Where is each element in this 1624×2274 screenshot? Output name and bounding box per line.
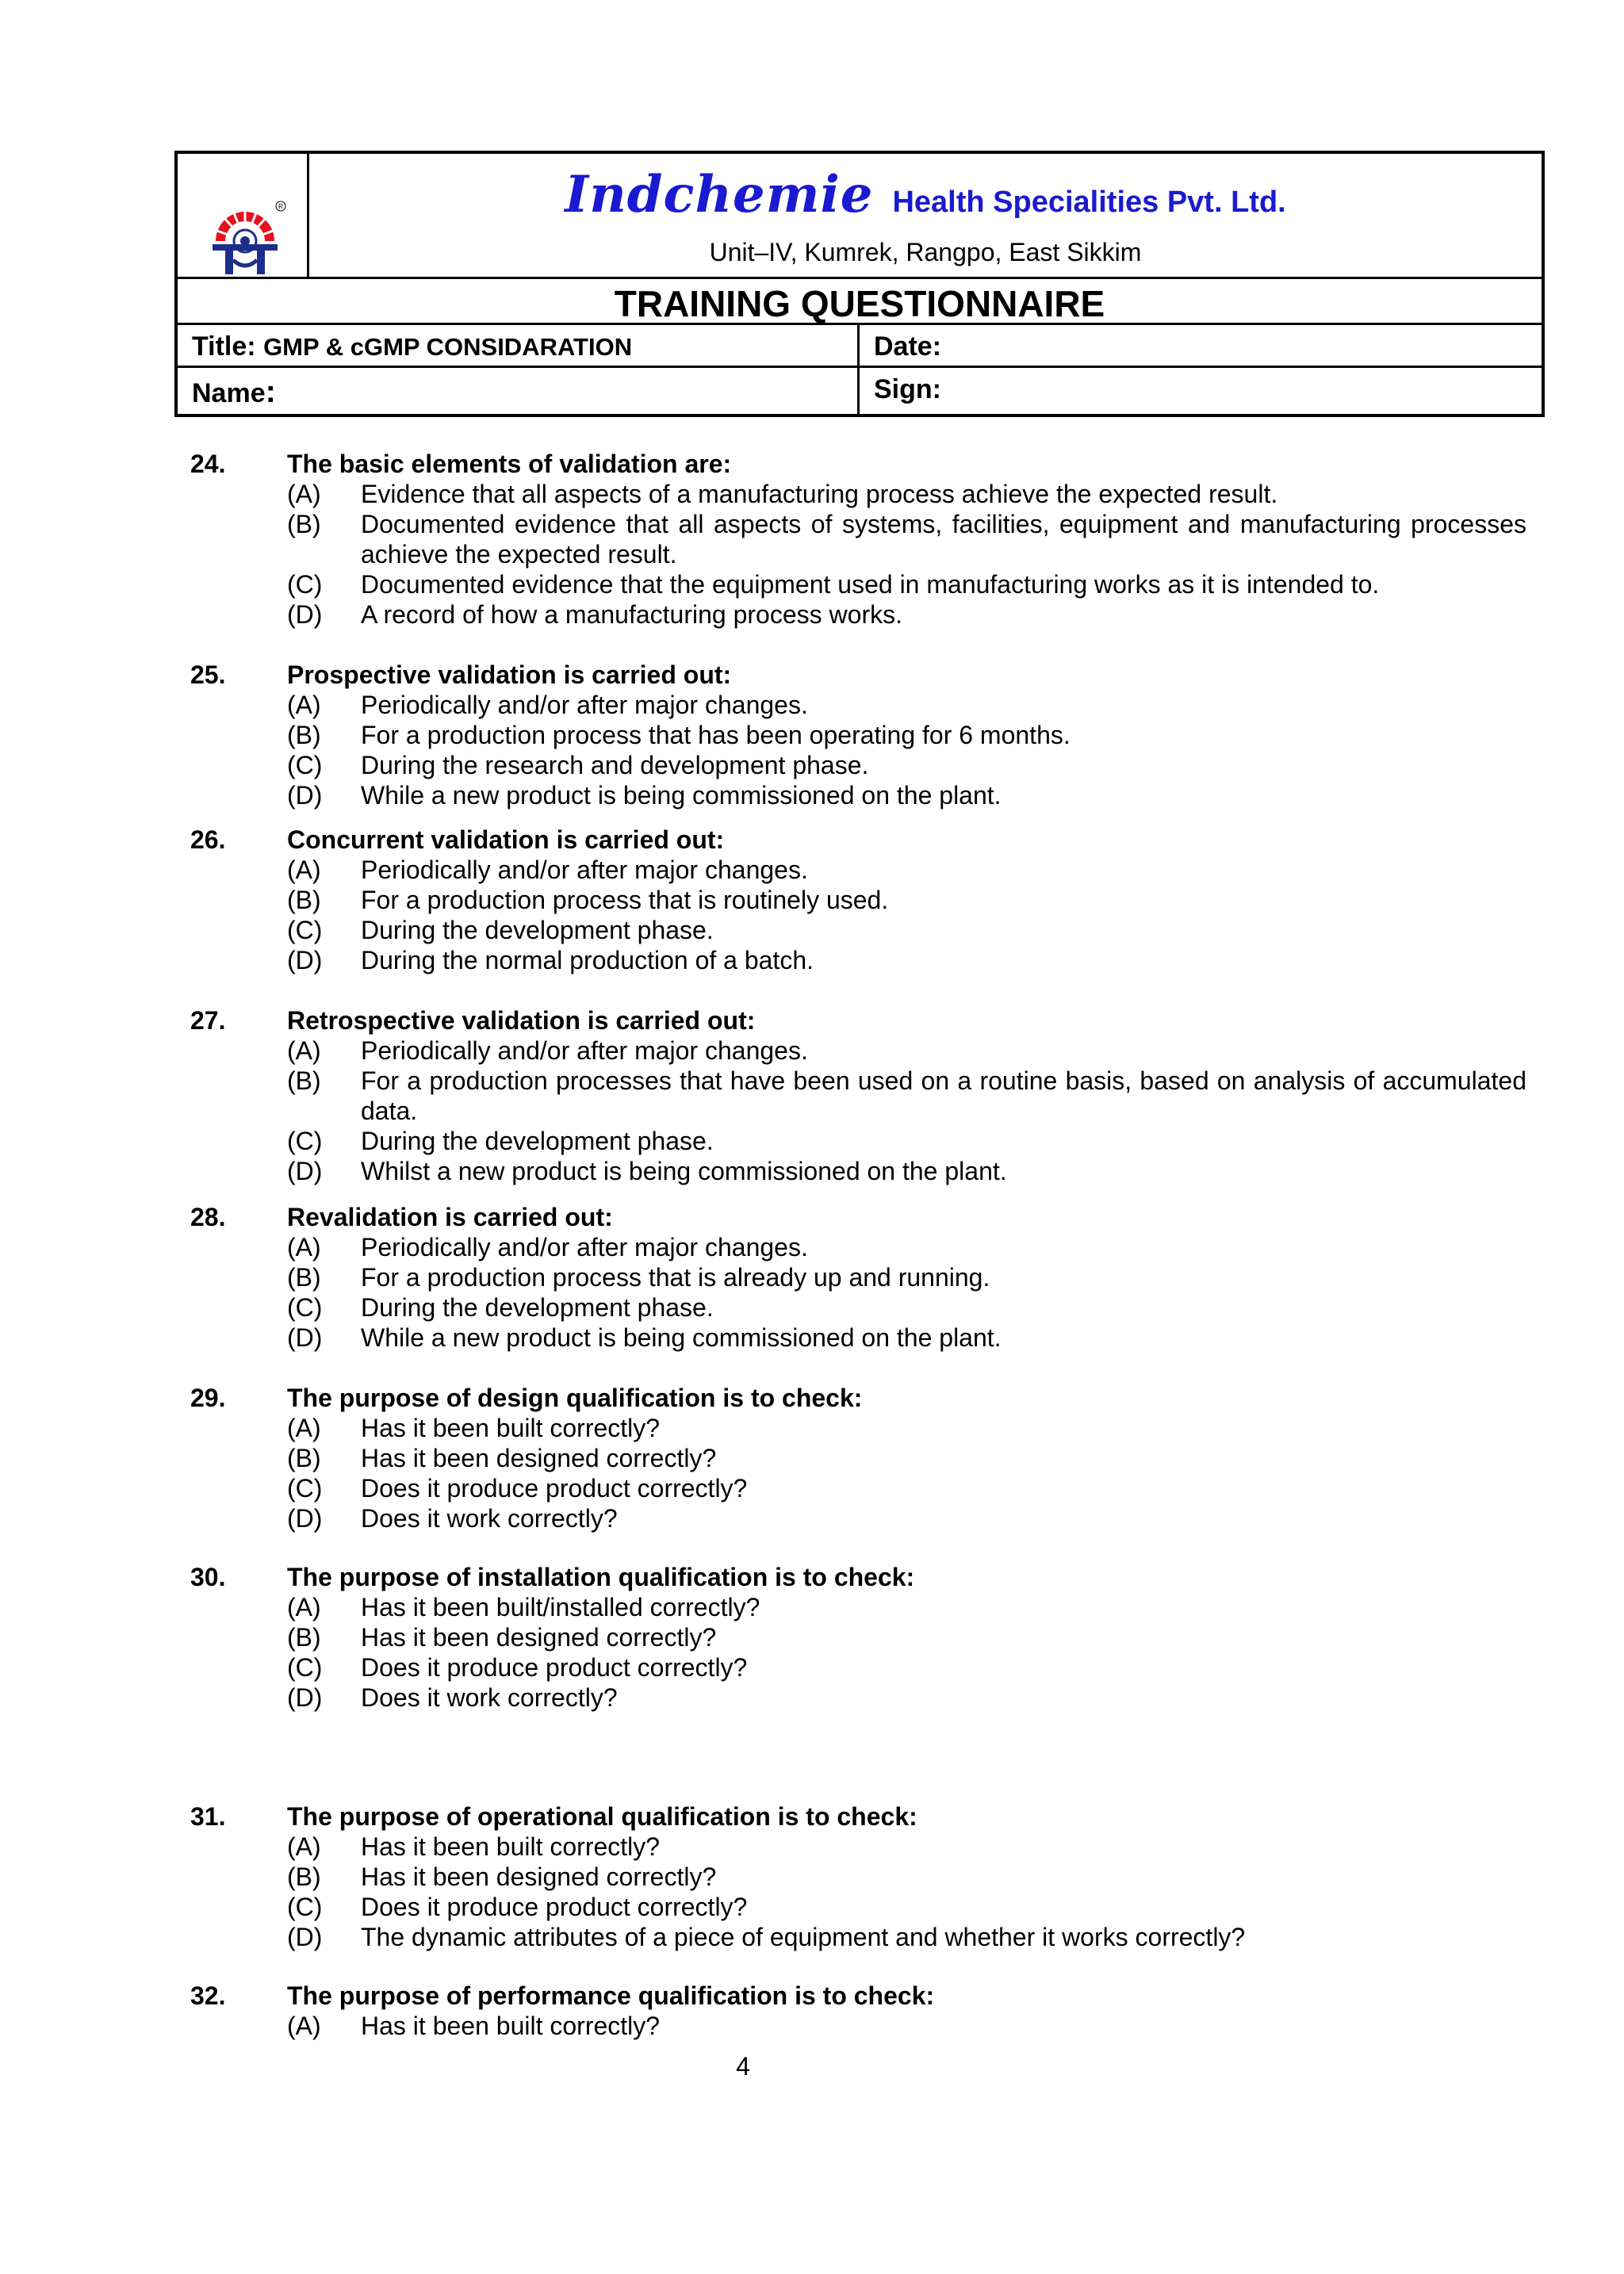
- option-label: (B): [287, 1862, 321, 1891]
- header-table: [174, 151, 1545, 417]
- option-label: (B): [287, 1623, 321, 1652]
- option-text: Has it been built correctly?: [361, 1414, 661, 1442]
- question-number: 26.: [190, 825, 226, 854]
- option-label: (C): [287, 1293, 323, 1322]
- option-text: Does it work correctly?: [361, 1683, 618, 1712]
- name-cell: [178, 368, 860, 414]
- option-label: (D): [287, 946, 323, 974]
- name-label: Name: [192, 378, 266, 408]
- option-label: (D): [287, 781, 323, 810]
- option-label: (B): [287, 1066, 321, 1095]
- header-name-sign-row: [178, 368, 1542, 414]
- option-text: For a production process that is already up and running.: [361, 1263, 990, 1292]
- option-text: Periodically and/or after major changes.: [361, 856, 808, 884]
- header-title-date-row: [178, 325, 1542, 368]
- question-number: 32.: [190, 1981, 226, 2010]
- option-text: For a production process that has been operating for 6 months.: [361, 721, 1071, 749]
- option-text: Periodically and/or after major changes.: [361, 1233, 808, 1261]
- option-text: The dynamic attributes of a piece of equipment and whether it works correctly?: [361, 1923, 1246, 1951]
- company-name: Health Specialities Pvt. Ltd.: [892, 186, 1286, 219]
- option-label: (B): [287, 1444, 321, 1472]
- option-label: (A): [287, 1036, 321, 1065]
- option-label: (D): [287, 1683, 323, 1712]
- option-text: Has it been built correctly?: [361, 2012, 661, 2040]
- name-field: [192, 374, 276, 410]
- sign-label: Sign:: [874, 374, 941, 404]
- option-label: (A): [287, 1832, 321, 1861]
- option-text: For a production processes that have been used on a routine basis, based on analysis of accumulated data.: [361, 1066, 1526, 1125]
- option-text: While a new product is being commissioned on the plant.: [361, 781, 1002, 810]
- option-text: Evidence that all aspects of a manufacturing process achieve the expected result.: [361, 480, 1278, 508]
- date-label: Date:: [874, 331, 942, 362]
- option-text: A record of how a manufacturing process works.: [361, 600, 902, 629]
- option-label: (A): [287, 1593, 321, 1621]
- option-label: (C): [287, 1127, 323, 1155]
- question-text: The basic elements of validation are:: [287, 450, 732, 478]
- option-label: (D): [287, 600, 323, 629]
- option-label: (B): [287, 1263, 321, 1292]
- question-text: Revalidation is carried out:: [287, 1203, 613, 1231]
- title-value: GMP & cGMP CONSIDARATION: [263, 333, 633, 361]
- option-label: (A): [287, 691, 321, 719]
- question-number: 27.: [190, 1006, 226, 1035]
- document-title: TRAINING QUESTIONNAIRE: [614, 283, 1105, 324]
- sign-cell: [860, 368, 1542, 414]
- page-number: 4: [736, 2052, 750, 2081]
- option-text: During the development phase.: [361, 1127, 714, 1155]
- option-text: Does it produce product correctly?: [361, 1474, 748, 1503]
- question-number: 29.: [190, 1384, 226, 1412]
- header-title-row: [178, 279, 1542, 325]
- option-label: (A): [287, 1414, 321, 1442]
- title-field: [192, 331, 632, 362]
- option-text: Whilst a new product is being commissioned on the plant.: [361, 1157, 1007, 1185]
- company-address: Unit–IV, Kumrek, Rangpo, East Sikkim: [709, 238, 1142, 266]
- title-cell: [178, 325, 860, 366]
- option-label: (B): [287, 721, 321, 749]
- option-text: During the normal production of a batch.: [361, 946, 814, 974]
- option-label: (A): [287, 2012, 321, 2040]
- name-colon: :: [265, 374, 276, 409]
- option-text: Has it been built correctly?: [361, 1832, 661, 1861]
- option-text: During the research and development phase.: [361, 751, 869, 779]
- question-number: 30.: [190, 1563, 226, 1591]
- question-text: The purpose of design qualification is to check:: [287, 1384, 863, 1412]
- header-company-row: [178, 154, 1542, 279]
- question-text: The purpose of performance qualification is to check:: [287, 1981, 935, 2010]
- date-cell: [860, 325, 1542, 366]
- question-text: The purpose of installation qualification is to check:: [287, 1563, 915, 1591]
- question-text: The purpose of operational qualification is to check:: [287, 1802, 917, 1831]
- question-number: 28.: [190, 1203, 226, 1231]
- option-text: During the development phase.: [361, 916, 714, 944]
- option-label: (A): [287, 480, 321, 508]
- option-text: Documented evidence that the equipment used in manufacturing works as it is intended to.: [361, 570, 1380, 599]
- company-cell: [309, 154, 1542, 277]
- option-text: Has it been built/installed correctly?: [361, 1593, 760, 1621]
- option-label: (A): [287, 1233, 321, 1261]
- company-line: [309, 165, 1542, 224]
- question-number: 24.: [190, 450, 226, 478]
- question-number: 31.: [190, 1802, 226, 1831]
- option-text: Periodically and/or after major changes.: [361, 1036, 808, 1065]
- option-label: (B): [287, 510, 321, 538]
- title-label: Title:: [192, 331, 256, 362]
- option-label: (B): [287, 886, 321, 914]
- option-text: Does it produce product correctly?: [361, 1893, 748, 1921]
- option-label: (D): [287, 1323, 323, 1352]
- option-label: (C): [287, 1653, 323, 1682]
- option-text: For a production process that is routinely used.: [361, 886, 889, 914]
- option-text: Has it been designed correctly?: [361, 1444, 717, 1472]
- question-number: 25.: [190, 660, 226, 689]
- option-text: During the development phase.: [361, 1293, 714, 1322]
- brand-name: Indchemie: [565, 165, 874, 224]
- company-logo-icon: [201, 200, 289, 287]
- option-text: Documented evidence that all aspects of systems, facilities, equipment and manufacturing processes achieve the expected result.: [361, 510, 1526, 568]
- option-text: Does it work correctly?: [361, 1504, 618, 1533]
- option-label: (C): [287, 570, 323, 599]
- option-text: Has it been designed correctly?: [361, 1623, 717, 1652]
- option-text: Does it produce product correctly?: [361, 1653, 748, 1682]
- option-label: (C): [287, 1474, 323, 1503]
- option-label: (C): [287, 916, 323, 944]
- option-label: (C): [287, 1893, 323, 1921]
- option-label: (D): [287, 1504, 323, 1533]
- registered-mark: R: [278, 203, 283, 210]
- option-label: (D): [287, 1923, 323, 1951]
- option-label: (C): [287, 751, 323, 779]
- question-text: Concurrent validation is carried out:: [287, 825, 725, 854]
- option-text: Periodically and/or after major changes.: [361, 691, 808, 719]
- logo-cell: [178, 154, 309, 277]
- option-label: (D): [287, 1157, 323, 1185]
- option-text: Has it been designed correctly?: [361, 1862, 717, 1891]
- question-text: Retrospective validation is carried out:: [287, 1006, 756, 1035]
- option-label: (A): [287, 856, 321, 884]
- question-text: Prospective validation is carried out:: [287, 660, 732, 689]
- option-text: While a new product is being commissioned on the plant.: [361, 1323, 1002, 1352]
